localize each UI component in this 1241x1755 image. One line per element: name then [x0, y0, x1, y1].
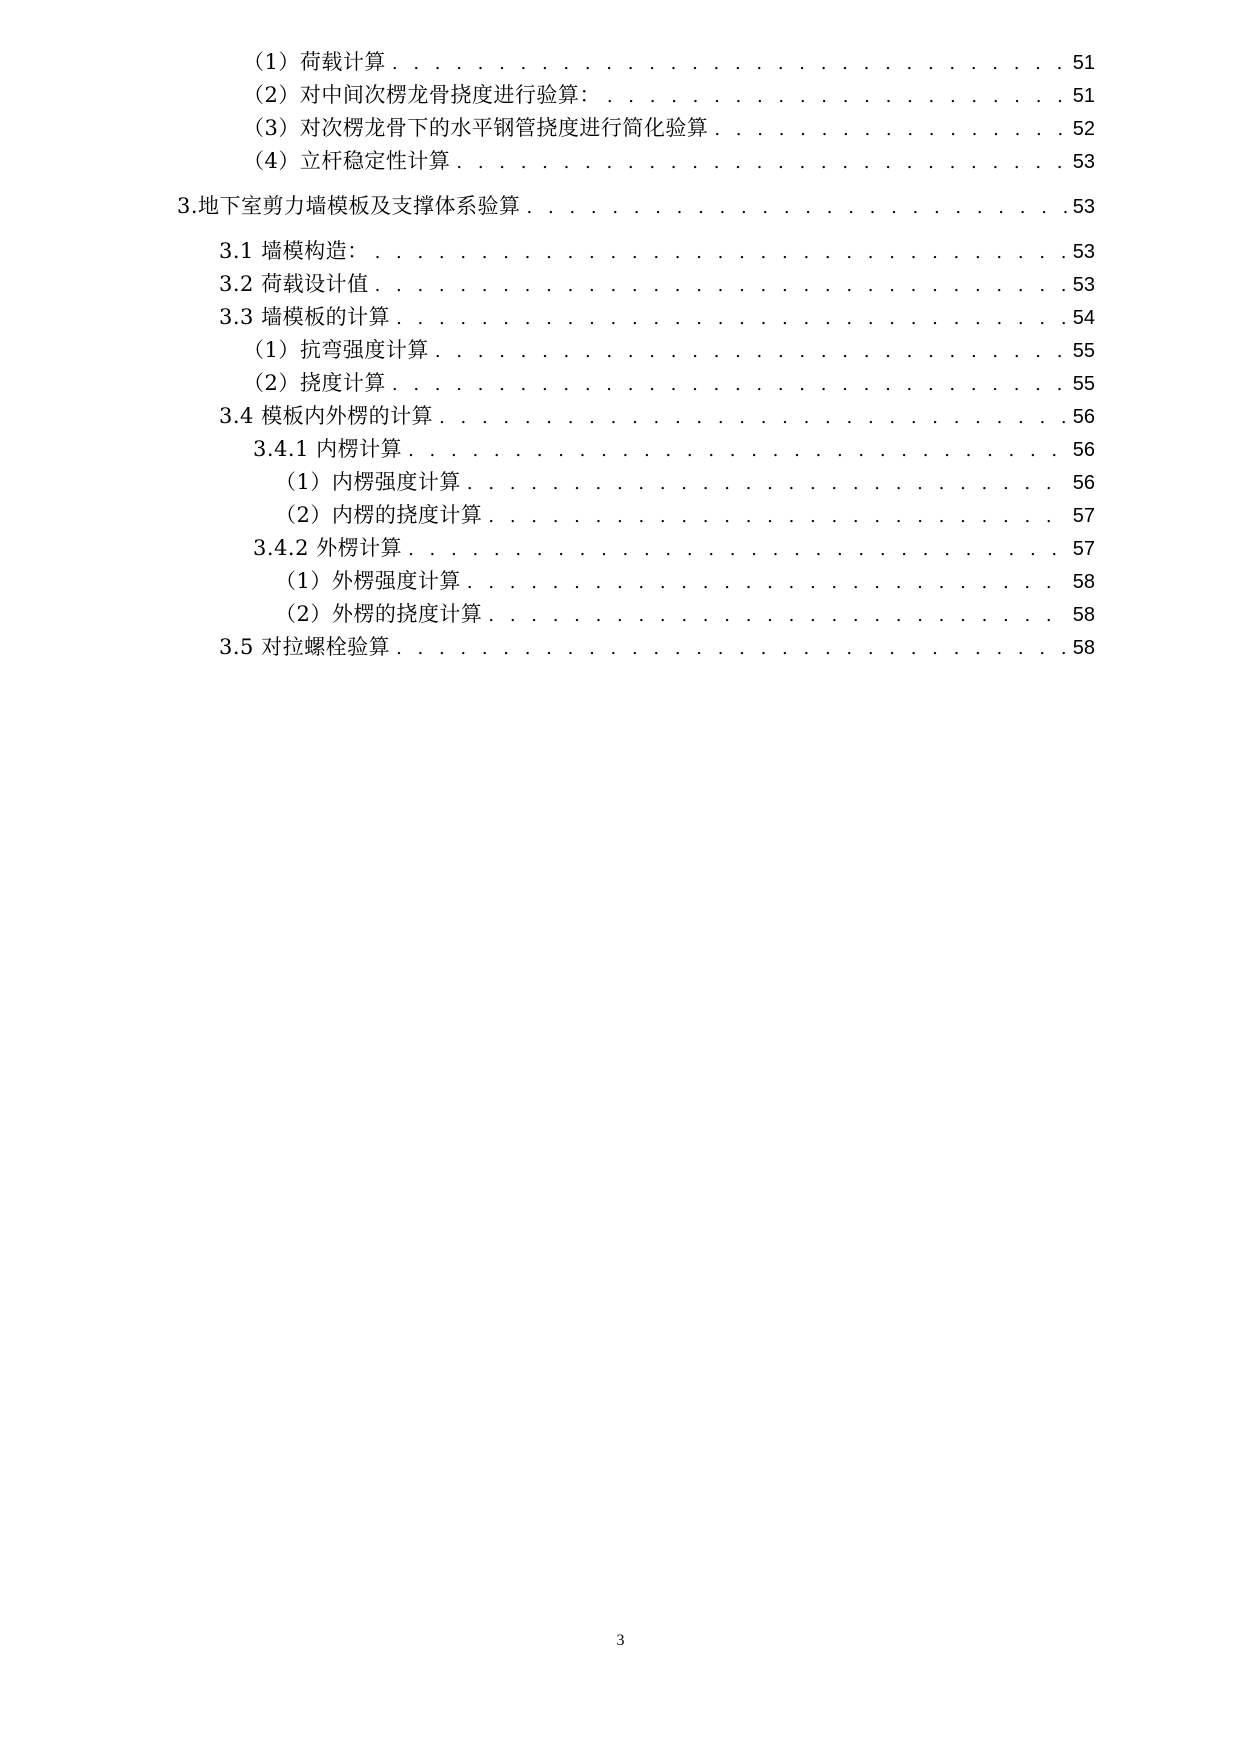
toc-dot-leader [396, 632, 1069, 665]
toc-entry[interactable] [0, 235, 1241, 268]
toc-dot-leader [375, 269, 1069, 302]
toc-entry-page: 53 [1072, 151, 1095, 173]
toc-dot-leader [456, 146, 1068, 179]
toc-entry-page: 53 [1072, 274, 1095, 296]
toc-dot-leader [392, 368, 1069, 401]
toc-entry-page: 56 [1072, 472, 1095, 494]
toc-entry[interactable] [0, 367, 1241, 400]
toc-entry-page: 55 [1072, 373, 1095, 395]
toc-entry-page: 54 [1072, 307, 1095, 329]
toc-entry[interactable] [0, 631, 1241, 664]
toc-dot-leader [607, 80, 1069, 113]
toc-entry-page: 56 [1072, 439, 1095, 461]
toc-entry[interactable] [0, 466, 1241, 499]
toc-entry-title: （1）荷载计算 [243, 50, 386, 74]
toc-entry-title: 3.4 模板内外楞的计算 [219, 404, 434, 428]
toc-entry-page: 56 [1072, 406, 1095, 428]
toc-dot-leader [435, 335, 1069, 368]
toc-entry-title: （2）对中间次楞龙骨挠度进行验算： [243, 83, 601, 107]
toc-entry-title: 3.5 对拉螺栓验算 [219, 635, 391, 659]
toc-entry[interactable] [0, 433, 1241, 466]
table-of-contents [0, 46, 1241, 664]
toc-entry-title: （1）外楞强度计算 [275, 569, 461, 593]
toc-entry[interactable] [0, 499, 1241, 532]
toc-dot-leader [396, 302, 1069, 335]
toc-entry[interactable] [0, 532, 1241, 565]
toc-entry-title: （2）内楞的挠度计算 [275, 503, 483, 527]
toc-entry[interactable] [0, 46, 1241, 79]
toc-entry-title: 3.3 墙模板的计算 [219, 305, 391, 329]
toc-dot-leader [467, 566, 1069, 599]
toc-entry[interactable] [0, 79, 1241, 112]
toc-dot-leader [714, 113, 1068, 146]
toc-entry[interactable] [0, 112, 1241, 145]
toc-entry-title: 3.2 荷载设计值 [219, 272, 369, 296]
toc-dot-leader [488, 500, 1068, 533]
toc-entry-title: （2）挠度计算 [243, 371, 386, 395]
toc-entry[interactable] [0, 145, 1241, 178]
toc-entry-title: 3.4.1 内楞计算 [253, 437, 403, 461]
toc-entry-page: 53 [1072, 241, 1095, 263]
toc-entry-title: 3.1 墙模构造： [219, 239, 369, 263]
toc-dot-leader [467, 467, 1069, 500]
toc-entry[interactable] [0, 301, 1241, 334]
toc-entry[interactable] [0, 400, 1241, 433]
toc-entry-title: 3.4.2 外楞计算 [253, 536, 403, 560]
toc-entry-page: 58 [1072, 637, 1095, 659]
toc-entry-page: 51 [1072, 52, 1095, 74]
toc-entry-page: 51 [1072, 85, 1095, 107]
toc-dot-leader [408, 533, 1069, 566]
toc-dot-leader [375, 236, 1069, 269]
toc-entry-page: 53 [1072, 196, 1095, 218]
toc-entry-page: 58 [1072, 571, 1095, 593]
toc-dot-leader [488, 599, 1068, 632]
toc-dot-leader [392, 47, 1069, 80]
toc-entry-title: （3）对次楞龙骨下的水平钢管挠度进行简化验算 [243, 116, 709, 140]
toc-entry[interactable] [0, 268, 1241, 301]
toc-entry-page: 57 [1072, 505, 1095, 527]
toc-entry-title: 3.地下室剪力墙模板及支撑体系验算 [177, 194, 521, 218]
toc-dot-leader [439, 401, 1069, 434]
toc-entry-page: 58 [1072, 604, 1095, 626]
page-number: 3 [616, 1632, 625, 1649]
toc-dot-leader [527, 191, 1069, 224]
toc-entry-page: 57 [1072, 538, 1095, 560]
toc-entry-title: （1）内楞强度计算 [275, 470, 461, 494]
toc-dot-leader [408, 434, 1069, 467]
toc-entry-page: 52 [1072, 118, 1095, 140]
toc-entry-title: （4）立杆稳定性计算 [243, 149, 451, 173]
toc-entry-title: （1）抗弯强度计算 [243, 338, 429, 362]
toc-entry-title: （2）外楞的挠度计算 [275, 602, 483, 626]
toc-entry-page: 55 [1072, 340, 1095, 362]
toc-entry[interactable] [0, 334, 1241, 367]
toc-entry[interactable] [0, 190, 1241, 223]
toc-entry[interactable] [0, 598, 1241, 631]
toc-entry[interactable] [0, 565, 1241, 598]
